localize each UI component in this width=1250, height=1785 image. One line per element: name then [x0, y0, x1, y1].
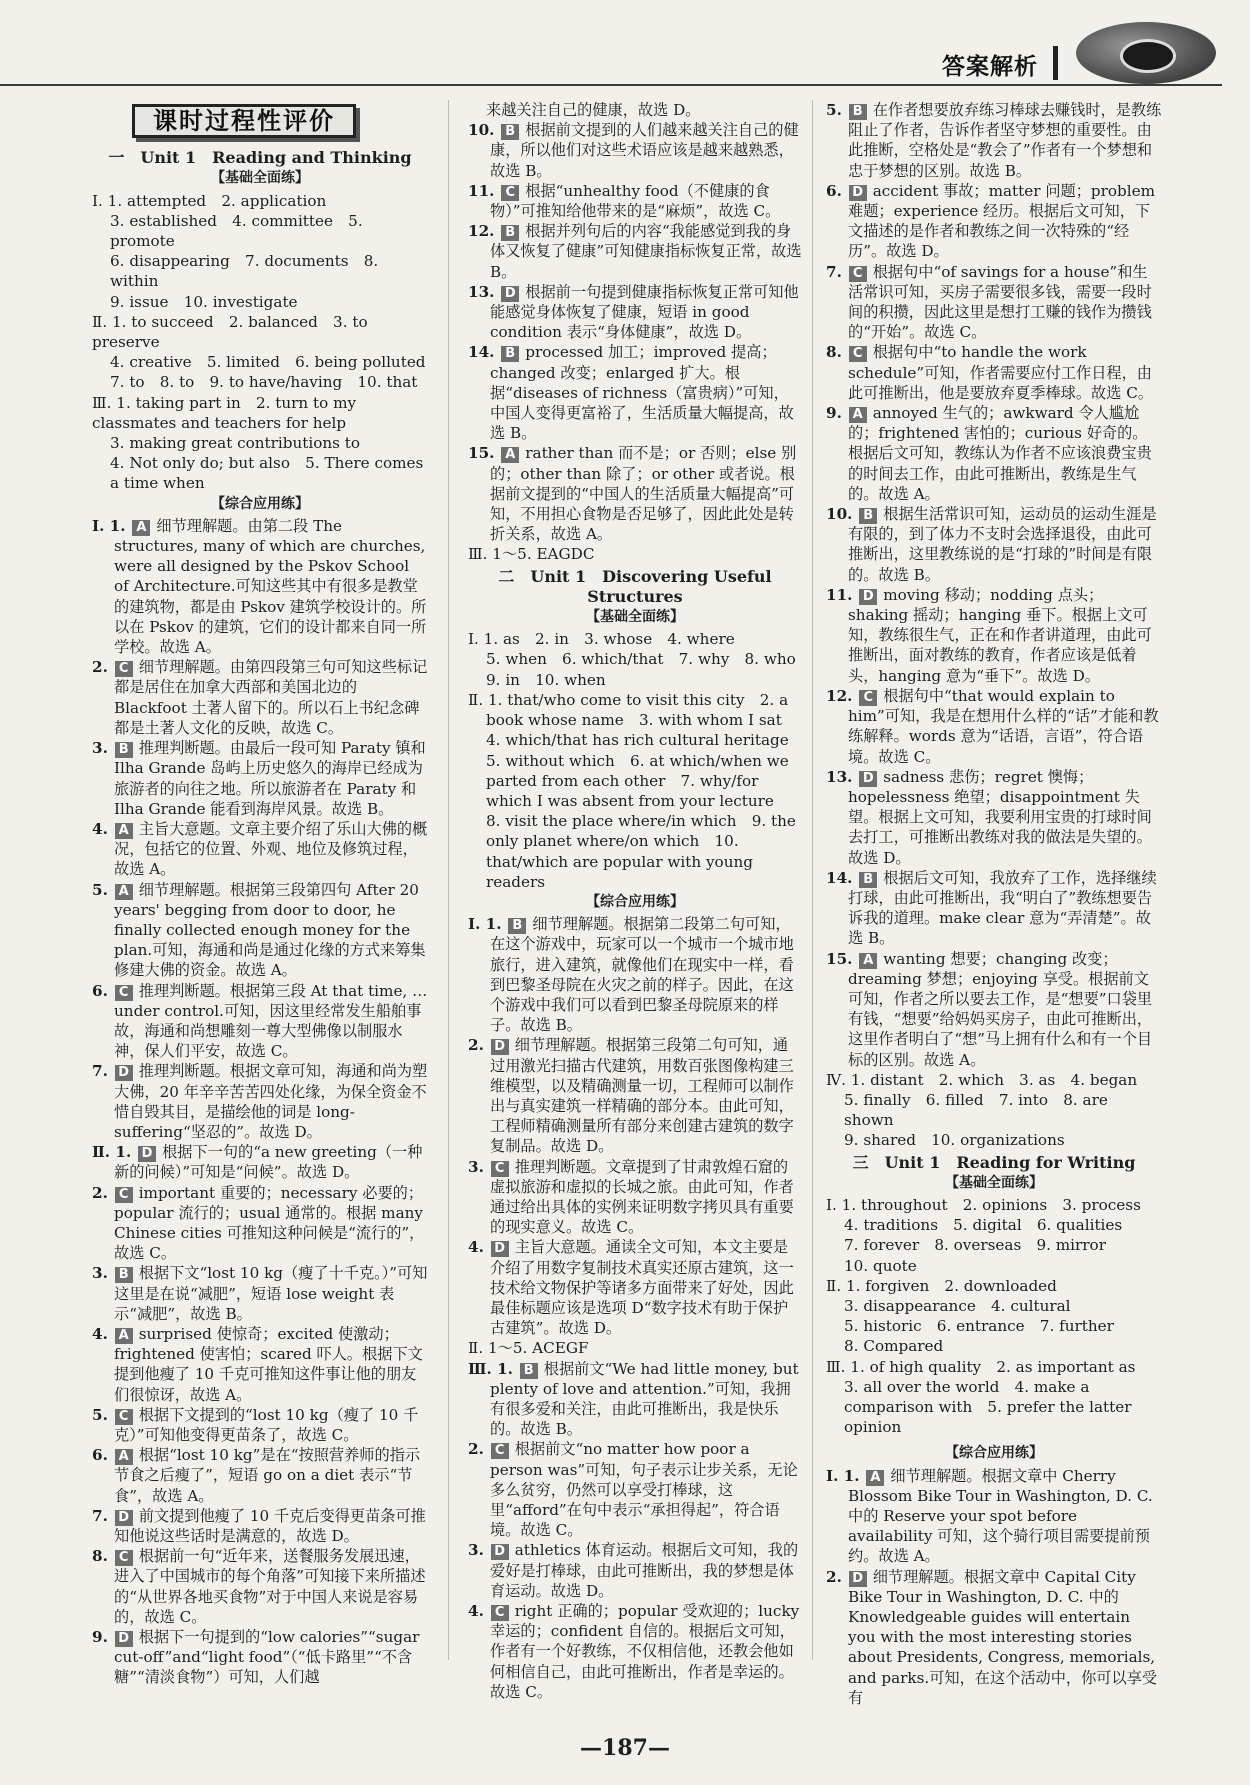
item-explanation: 根据“lost 10 kg”是在“按照营养师的指示节食之后瘦了”，短语 go on a diet 表示“节食”，故选 A。: [114, 1446, 421, 1505]
answer-block-3: [92, 393, 428, 494]
item-explanation: moving 移动；nodding 点头；shaking 摇动；hanging 垂下。根据上文可知，教练很生气，正在和作者讲道理，由此可推断出，面对教练的教育，作者应该是低着头，hanging 意为“垂下”。故选 D。: [848, 585, 1152, 685]
item-number: 2.: [92, 658, 108, 677]
answer-item: [468, 342, 802, 443]
answer-item-list: [468, 120, 802, 544]
answer-item: [92, 1627, 428, 1688]
answer-line: Ⅱ. 1. forgiven 2. downloaded: [826, 1276, 1057, 1295]
answer-letter-badge: B: [508, 918, 526, 934]
item-explanation: 细节理解题。由第二段 The structures, many of which are churches, were all designed by the Pskov School of Architecture.可知这些其中有很多是教堂的建筑物，都是由 Pskov 建筑学校设计的。所以在 Pskov 的建筑，它们的设计都来自同一所学校。故选 A。: [114, 516, 427, 657]
answer-letter-badge: C: [115, 1550, 133, 1566]
item-explanation: 根据前一句提到健康指标恢复正常可知他能感觉身体恢复了健康，短语 in good condition 表示“身体健康”，故选 D。: [490, 282, 799, 342]
answer-line: Ⅱ. 1. that/who come to visit this city 2. a book whose name 3. with whom I sat: [468, 690, 789, 730]
item-number: 15.: [468, 444, 495, 463]
answer-line: 5. without which 6. at which/when we parted from each other 7. why/for which I was absent from your lecture: [486, 751, 789, 810]
answer-item: [92, 1546, 428, 1627]
subsection-basic: 【基础全面练】: [945, 1174, 1043, 1191]
answer-block-1: [468, 629, 802, 690]
answer-item: [826, 868, 1162, 949]
item-number: 7.: [92, 1506, 108, 1525]
answer-item: [826, 767, 1162, 868]
answer-letter-badge: A: [115, 1449, 133, 1465]
answer-block-2: [826, 1276, 1162, 1357]
answer-line: 9. issue 10. investigate: [110, 292, 298, 311]
answer-item: [468, 1157, 802, 1238]
answer-letter-badge: D: [501, 286, 519, 302]
answer-item: [468, 1035, 802, 1156]
answer-letter-badge: D: [491, 1039, 509, 1055]
item-explanation: 根据并列句后的内容“我能感觉到我的身体又恢复了健康”可知健康指标恢复正常，故选 B。: [490, 222, 802, 281]
item-explanation: sadness 悲伤；regret 懊悔；hopelessness 绝望；disappointment 失望。根据上文可知，我要利用宝贵的打球时间去打工，可推断出教练对我的做法是失望的。故选 D。: [848, 767, 1152, 867]
answer-letter-badge: A: [866, 1470, 884, 1486]
answer-item-list: [468, 914, 802, 1338]
answer-letter-badge: A: [501, 447, 519, 463]
item-number: 4.: [92, 819, 108, 838]
item-explanation: 细节理解题。由第四段第三句可知这些标记都是居住在加拿大西部和美国北边的 Blackfoot 土著人留下的。所以石上书纪念碑都是土著人文化的反映，故选 C。: [114, 658, 428, 737]
subsection-comprehensive: 【综合应用练】: [211, 495, 309, 512]
answer-letter-badge: B: [501, 225, 519, 241]
answer-item: [468, 120, 802, 181]
answer-item: [92, 1405, 428, 1445]
answer-item: [92, 1263, 428, 1324]
answer-item: [826, 585, 1162, 686]
column-right: [826, 100, 1162, 1708]
answer-line: 8. Compared: [844, 1337, 944, 1356]
item-explanation: 根据前文提到的人们越来越关注自己的健康，所以他们对这些术语应该是越来越熟悉，故选 B。: [490, 121, 799, 180]
item-explanation: 根据句中“of savings for a house”和生活常识可知，买房子需要很多钱，需要一段时间的积攒，因此这里是想打工赚的钱作为攒钱的“开始”。故选 C。: [848, 262, 1152, 342]
answer-item: [92, 981, 428, 1062]
answer-line: 9. shared 10. organizations: [844, 1131, 1065, 1150]
answer-line: Ⅰ. 1. throughout 2. opinions 3. process: [826, 1195, 1141, 1214]
answer-line: 3. all over the world 4. make a comparison with 5. prefer the latter opinion: [844, 1377, 1132, 1437]
answer-line: Ⅲ. 1. of high quality 2. as important as: [826, 1357, 1136, 1376]
answer-letter-badge: C: [115, 1187, 133, 1203]
answer-letter-badge: D: [115, 1631, 133, 1647]
item-explanation: wanting 想要；changing 改变；dreaming 梦想；enjoying 享受。根据前文可知，作者之所以要去工作，是“想要”口袋里有钱，“想要”给妈妈买房子，由此可推断出，这里作者明白了“想”马上拥有什么和有一个目标的区别。故选 A。: [848, 949, 1153, 1069]
column-divider: [812, 100, 813, 1660]
item-number: 4.: [468, 1602, 484, 1621]
answer-letter-badge: B: [115, 742, 133, 758]
subsection-comprehensive: 【综合应用练】: [945, 1445, 1043, 1462]
item-explanation: 细节理解题。根据第二段第二句可知，在这个游戏中，玩家可以一个城市一个城市地旅行，进入建筑，就像他们在现实中一样，看到巴黎圣母院在火灾之前的样子。因此，在这个游戏中我们可以看到巴黎圣母院原来的样子。故选 B。: [490, 915, 794, 1035]
item-number: 10.: [468, 121, 495, 140]
item-explanation: rather than 而不是；or 否则；else 别的；other than 除了；or other 或者说。根据前文提到的“中国人的生活质量大幅提高”可知，不用担心食物是否足够了，因此此处是转折关系，故选 A。: [490, 444, 797, 544]
header-title: 答案解析: [942, 54, 1038, 80]
item-number: 2.: [468, 1036, 484, 1055]
answer-line: 8. visit the place where/in which 9. the only planet where/on which 10. that/which are popular with young readers: [486, 812, 796, 891]
section-heading: 二 Unit 1 Discovering Useful Structures: [498, 566, 772, 606]
answer-letter-badge: A: [115, 1328, 133, 1344]
answer-block-1: [92, 191, 428, 312]
item-number: 2.: [92, 1183, 108, 1202]
answer-item-list: [92, 516, 428, 1688]
answer-item: [826, 403, 1162, 504]
item-explanation: 根据前文“no matter how poor a person was”可知，句子表示让步关系，无论多么贫穷，仍然可以享受打棒球，这里“afford”在句中表示“承担得起”，符合语境。故选 C。: [490, 1440, 798, 1540]
answer-letter-badge: C: [115, 985, 133, 1001]
header-rule: [0, 84, 1222, 86]
item-explanation: processed 加工；improved 提高；changed 改变；enlarged 扩大。根据“diseases of richness（富贵病）”可知，中国人变得更富裕了，生活质量大幅提高，故选 B。: [490, 343, 794, 443]
answer-line: 3. disappearance 4. cultural: [844, 1296, 1071, 1315]
item-explanation: 根据生活常识可知，运动员的运动生涯是有限的，到了体力不支时会选择退役，由此可推断出，这里教练说的是“打球的”时间是有限的。故选 B。: [848, 505, 1157, 584]
answer-letter-badge: D: [849, 1571, 867, 1587]
answer-item: [92, 1324, 428, 1405]
item-number: 5.: [92, 880, 108, 899]
answer-letter-badge: B: [501, 124, 519, 140]
answer-block-1: [826, 1195, 1162, 1276]
answer-item: [826, 181, 1162, 262]
item-number: Ⅲ. 1.: [468, 1359, 513, 1378]
item-explanation: accident 事故；matter 问题；problem 难题；experience 经历。根据后文可知，下文描述的是作者和教练之间一次特殊的“经历”。故选 D。: [848, 181, 1155, 261]
subsection-comprehensive: 【综合应用练】: [586, 893, 684, 910]
answer-letter-badge: B: [859, 872, 877, 888]
item-number: 3.: [92, 1264, 108, 1283]
item-number: 5.: [826, 101, 842, 119]
item-explanation: important 重要的；necessary 必要的；popular 流行的；usual 通常的。根据 many Chinese cities 可推知这种问候是“流行的”，故选 C。: [114, 1183, 425, 1263]
item-number: 12.: [826, 686, 853, 705]
answer-item: [826, 949, 1162, 1070]
answer-letter-badge: C: [115, 1409, 133, 1425]
answer-item-list: [826, 1466, 1162, 1708]
item-number: 6.: [826, 181, 842, 200]
answer-letter-badge: C: [501, 185, 519, 201]
answer-letter-badge: D: [491, 1241, 509, 1257]
item-explanation: 根据前文“We had little money, but plenty of love and attention.”可知，我拥有很多爱和关注，由此可推断出，我是快乐的。故选 B。: [490, 1359, 799, 1439]
answer-letter-badge: B: [501, 346, 519, 362]
answer-line: 5. when 6. which/that 7. why 8. who: [486, 650, 796, 669]
item-explanation: 根据句中“that would explain to him”可知，我是在想用什么样的“话”才能和教练解释。words 意为“话语，言语”，符合语境。故选 C。: [848, 686, 1159, 766]
answer-item: [468, 1439, 802, 1540]
answer-item: [92, 1445, 428, 1506]
header-bar: [1053, 46, 1058, 80]
item-number: 13.: [826, 767, 853, 786]
answer-item: [826, 262, 1162, 343]
answer-line: Ⅱ. 1～5. ACEGF: [468, 1339, 589, 1358]
subsection-basic: 【基础全面练】: [586, 609, 684, 626]
item-explanation: 细节理解题。根据第三段第四句 After 20 years' begging from door to door, he finally collected enough money for the plan.可知，海通和尚是通过化缘的方式来筹集修建大佛的资金。故选 A。: [114, 880, 426, 980]
column-middle: [468, 100, 802, 1702]
answer-item: [468, 181, 802, 221]
item-number: 13.: [468, 282, 495, 301]
answer-item: [92, 1183, 428, 1264]
answer-letter-badge: A: [859, 953, 877, 969]
answer-letter-badge: D: [115, 1510, 133, 1526]
answer-item: [92, 880, 428, 981]
item-explanation: 根据下一句的“a new greeting（一种新的问候）”可知是“问候”。故选 D。: [114, 1143, 423, 1182]
section-heading: 三 Unit 1 Reading for Writing: [852, 1152, 1136, 1172]
item-explanation: surprised 使惊奇；excited 使激动；frightened 使害怕；scared 吓人。根据下文提到他瘦了 10 千克可推知这件事让他的朋友们很惊讶，故选 A。: [114, 1324, 423, 1404]
answer-item: [92, 657, 428, 738]
answer-line: Ⅲ. 1. taking part in 2. turn to my classmates and teachers for help: [92, 393, 357, 432]
item-number: 12.: [468, 222, 495, 241]
answer-line: 4. traditions 5. digital 6. qualities: [844, 1216, 1123, 1235]
answer-line: 7. forever 8. overseas 9. mirror: [844, 1236, 1106, 1255]
item-number: 15.: [826, 949, 853, 968]
answer-item: [92, 1506, 428, 1546]
item-number: 3.: [468, 1157, 484, 1176]
item-explanation: 根据下文提到的“lost 10 kg（瘦了 10 千克）”可知他变得更苗条了，故选 C。: [114, 1405, 419, 1444]
item-explanation: 根据下一句提到的“low calories”“sugar cut-off”and“light food”（“低卡路里”“不含糖”“清淡食物”）可知，人们越: [114, 1628, 420, 1687]
answer-letter-badge: B: [115, 1267, 133, 1283]
answer-letter-badge: D: [138, 1146, 156, 1162]
answer-item: [826, 1567, 1162, 1708]
answer-letter-badge: B: [859, 508, 877, 524]
continued-text: 来越关注自己的健康，故选 D。: [486, 101, 701, 119]
item-explanation: 推理判断题。文章提到了甘肃敦煌石窟的虚拟旅游和虚拟的长城之旅。由此可知，作者通过给出具体的实例来证明数字拷贝具有重要的现实意义。故选 C。: [490, 1157, 794, 1237]
item-number: 7.: [92, 1062, 108, 1081]
answer-item: [468, 1359, 802, 1440]
item-explanation: annoyed 生气的；awkward 令人尴尬的；frightened 害怕的；curious 好奇的。根据后文可知，教练认为作者不应该浪费宝贵的时间去工作，由此可推断出，教练是生气的。故选 A。: [848, 404, 1152, 503]
item-number: 5.: [92, 1405, 108, 1424]
answer-letter-badge: A: [115, 823, 133, 839]
column-divider: [448, 100, 449, 1660]
answer-item: [92, 516, 428, 657]
answer-letter-badge: C: [115, 661, 133, 677]
item-number: 9.: [92, 1628, 108, 1647]
page-header: [0, 0, 1250, 92]
answer-line: 3. established 4. committee 5. promote: [110, 211, 363, 251]
item-number: 2.: [468, 1440, 484, 1459]
item-number: 3.: [468, 1541, 484, 1560]
answer-letter-badge: D: [849, 185, 867, 201]
answer-letter-badge: D: [115, 1065, 133, 1081]
answer-letter-badge: D: [491, 1544, 509, 1560]
item-number: 2.: [826, 1567, 842, 1586]
item-explanation: 推理判断题。根据文章可知，海通和尚为塑大佛，20 年辛辛苦苦四处化缘，为保全资金不惜自毁其目，是描绘他的词是 long-suffering“坚忍的”。故选 D。: [114, 1062, 428, 1141]
answer-item: [826, 686, 1162, 767]
item-explanation: 前文提到他瘦了 10 千克后变得更苗条可推知他说这些话时是满意的，故选 D。: [114, 1506, 426, 1546]
answer-letter-badge: C: [849, 346, 867, 362]
answer-letter-badge: A: [849, 407, 867, 423]
answer-line: 6. disappearing 7. documents 8. within: [110, 252, 379, 291]
answer-line: Ⅰ. 1. as 2. in 3. whose 4. where: [468, 630, 735, 649]
answer-line: Ⅲ. 1～5. EAGDC: [468, 545, 595, 564]
answer-item: [468, 1601, 802, 1702]
answer-letter-badge: A: [115, 884, 133, 900]
answer-letter-badge: C: [491, 1605, 509, 1621]
answer-line: 9. in 10. when: [486, 670, 606, 689]
item-explanation: 根据前一句“近年来，送餐服务发展迅速，进入了中国城市的每个角落”可知接下来所描述的“从世界各地买食物”对于中国人来说是容易的，故选 C。: [114, 1547, 426, 1626]
answer-letter-badge: C: [491, 1161, 509, 1177]
answer-line: 5. historic 6. entrance 7. further: [844, 1317, 1114, 1336]
answer-letter-badge: B: [849, 104, 867, 120]
answer-line: 4. Not only do; but also 5. There comes a time when: [110, 454, 424, 493]
answer-item: [92, 819, 428, 880]
answer-item: [92, 738, 428, 819]
item-explanation: right 正确的；popular 受欢迎的；lucky 幸运的；confident 自信的。根据后文可知，作者有一个好教练，不仅相信他，还教会他如何相信自己，由此可推断出，作者是幸运的。故选 C。: [490, 1602, 800, 1701]
answer-item: [468, 282, 802, 343]
answer-item-list: [826, 100, 1162, 1070]
section-badge: 课时过程性评价: [132, 104, 356, 138]
answer-letter-badge: C: [849, 266, 867, 282]
item-explanation: 根据“unhealthy food（不健康的食物）”可推知给他带来的是“麻烦”，故选 C。: [490, 181, 781, 221]
item-number: 9.: [826, 404, 842, 423]
answer-line: Ⅳ. 1. distant 2. which 3. as 4. began: [826, 1070, 1138, 1089]
answer-item: [468, 914, 802, 1035]
item-number: 11.: [468, 181, 495, 200]
answer-letter-badge: B: [520, 1363, 538, 1379]
item-explanation: 细节理解题。根据文章中 Capital City Bike Tour in Washington, D. C. 中的 Knowledgeable guides will entertain you with the most interesting stories about Presidents, Congress, memorials, and parks.可知，在这个活动中，你可以享受有: [848, 1567, 1158, 1707]
answer-item: [826, 100, 1162, 181]
answer-item: [826, 1466, 1162, 1567]
answer-block-2: [468, 690, 802, 892]
answer-block-3: [826, 1357, 1162, 1438]
answer-line: 4. which/that has rich cultural heritage: [486, 731, 789, 750]
page-number: —187—: [580, 1735, 670, 1761]
answer-line: 4. creative 5. limited 6. being polluted: [110, 353, 426, 372]
item-number: 10.: [826, 505, 853, 524]
answer-item: [92, 1142, 428, 1182]
answer-item: [468, 1237, 802, 1338]
answer-line: 10. quote: [844, 1256, 917, 1275]
item-explanation: 主旨大意题。文章主要介绍了乐山大佛的概况，包括它的位置、外观、地位及修筑过程，故选 A。: [114, 819, 428, 879]
item-number: 11.: [826, 585, 853, 604]
publisher-eye-logo-icon: [1076, 22, 1216, 84]
column-left: [92, 100, 428, 1688]
answer-item: [826, 342, 1162, 403]
answer-letter-badge: D: [859, 589, 877, 605]
section-heading: 一 Unit 1 Reading and Thinking: [108, 148, 412, 168]
answer-item: [826, 504, 1162, 585]
answer-letter-badge: C: [859, 690, 877, 706]
answer-letter-badge: C: [491, 1443, 509, 1459]
item-explanation: 根据后文可知，我放弃了工作，选择继续打球，由此可推断出，我“明白了”教练想要告诉我的道理。make clear 意为“弄清楚”。故选 B。: [848, 868, 1157, 948]
answer-item: [92, 1061, 428, 1142]
answer-letter-badge: A: [132, 520, 150, 536]
item-number: Ⅰ. 1.: [468, 915, 502, 934]
item-number: 6.: [92, 1446, 108, 1465]
answer-item: [468, 221, 802, 282]
item-number: Ⅰ. 1.: [92, 516, 126, 535]
answer-line: 7. to 8. to 9. to have/having 10. that: [110, 373, 418, 392]
item-number: 6.: [92, 981, 108, 1000]
subsection-basic: 【基础全面练】: [211, 170, 309, 187]
item-number: 7.: [826, 262, 842, 281]
answer-block-4: [826, 1070, 1162, 1151]
item-number: Ⅰ. 1.: [826, 1466, 860, 1485]
answer-item: [468, 1540, 802, 1601]
item-number: Ⅱ. 1.: [92, 1143, 132, 1162]
item-explanation: 在作者想要放弃练习棒球去赚钱时，是教练阻止了作者，告诉作者坚守梦想的重要性。由此推断，空格处是“教会了”作者有一个梦想和忠于梦想的区别。故选 B。: [848, 101, 1162, 180]
answer-item: [468, 443, 802, 544]
item-explanation: 细节理解题。根据文章中 Cherry Blossom Bike Tour in Washington, D. C. 中的 Reserve your spot before availability 可知，这个骑行项目需要提前预约。故选 A。: [848, 1466, 1153, 1566]
item-number: 8.: [92, 1547, 108, 1566]
answer-line: 5. finally 6. filled 7. into 8. are shown: [844, 1090, 1108, 1130]
item-number: 14.: [826, 868, 853, 887]
item-explanation: athletics 体育运动。根据后文可知，我的爱好是打棒球，由此可推断出，我的梦想是体育运动。故选 D。: [490, 1541, 799, 1600]
item-number: 4.: [468, 1238, 484, 1257]
answer-item-list: [468, 1359, 802, 1702]
answer-line: Ⅰ. 1. attempted 2. application: [92, 191, 327, 210]
answer-block-2: [92, 312, 428, 393]
item-explanation: 根据句中“to handle the work schedule”可知，作者需要应付工作日程，由此可推断出，他是要放弃夏季棒球。故选 C。: [848, 343, 1154, 402]
item-number: 8.: [826, 343, 842, 362]
item-explanation: 推理判断题。由最后一段可知 Paraty 镇和 Ilha Grande 岛屿上历史悠久的海岸已经成为旅游者的向往之地。所以旅游者在 Paraty 和 Ilha Grande 能看到海岸风景。故选 B。: [114, 739, 426, 818]
item-number: 3.: [92, 739, 108, 758]
answer-letter-badge: D: [859, 771, 877, 787]
item-explanation: 主旨大意题。通读全文可知，本文主要是介绍了用数字复制技术真实还原古建筑，这一技术给文物保护等诸多方面带来了好处，因此最佳标题应该是选项 D“数字技术有助于保护古建筑”。故选 D。: [490, 1238, 794, 1338]
item-number: 14.: [468, 343, 495, 362]
item-explanation: 根据下文“lost 10 kg（瘦了十千克。）”可知这里是在说“减肥”，短语 lose weight 表示“减肥”，故选 B。: [114, 1264, 428, 1323]
item-number: 4.: [92, 1324, 108, 1343]
item-explanation: 推理判断题。根据第三段 At that time, … under control.可知，因这里经常发生船舶事故，海通和尚想雕刻一尊大型佛像以制服水神，保人们平安，故选 C。: [114, 981, 428, 1061]
answer-line: 3. making great contributions to: [110, 434, 361, 453]
item-explanation: 细节理解题。根据第三段第二句可知，通过用激光扫描古代建筑，用数百张图像构建三维模型，以及精确测量一切，工程师可以制作出与真实建筑一样精确的部分本。由此可知，工程师精确测量所有部分来创建古建筑的数字复制品。故选 D。: [490, 1036, 794, 1156]
answer-line: Ⅱ. 1. to succeed 2. balanced 3. to preserve: [92, 312, 368, 352]
